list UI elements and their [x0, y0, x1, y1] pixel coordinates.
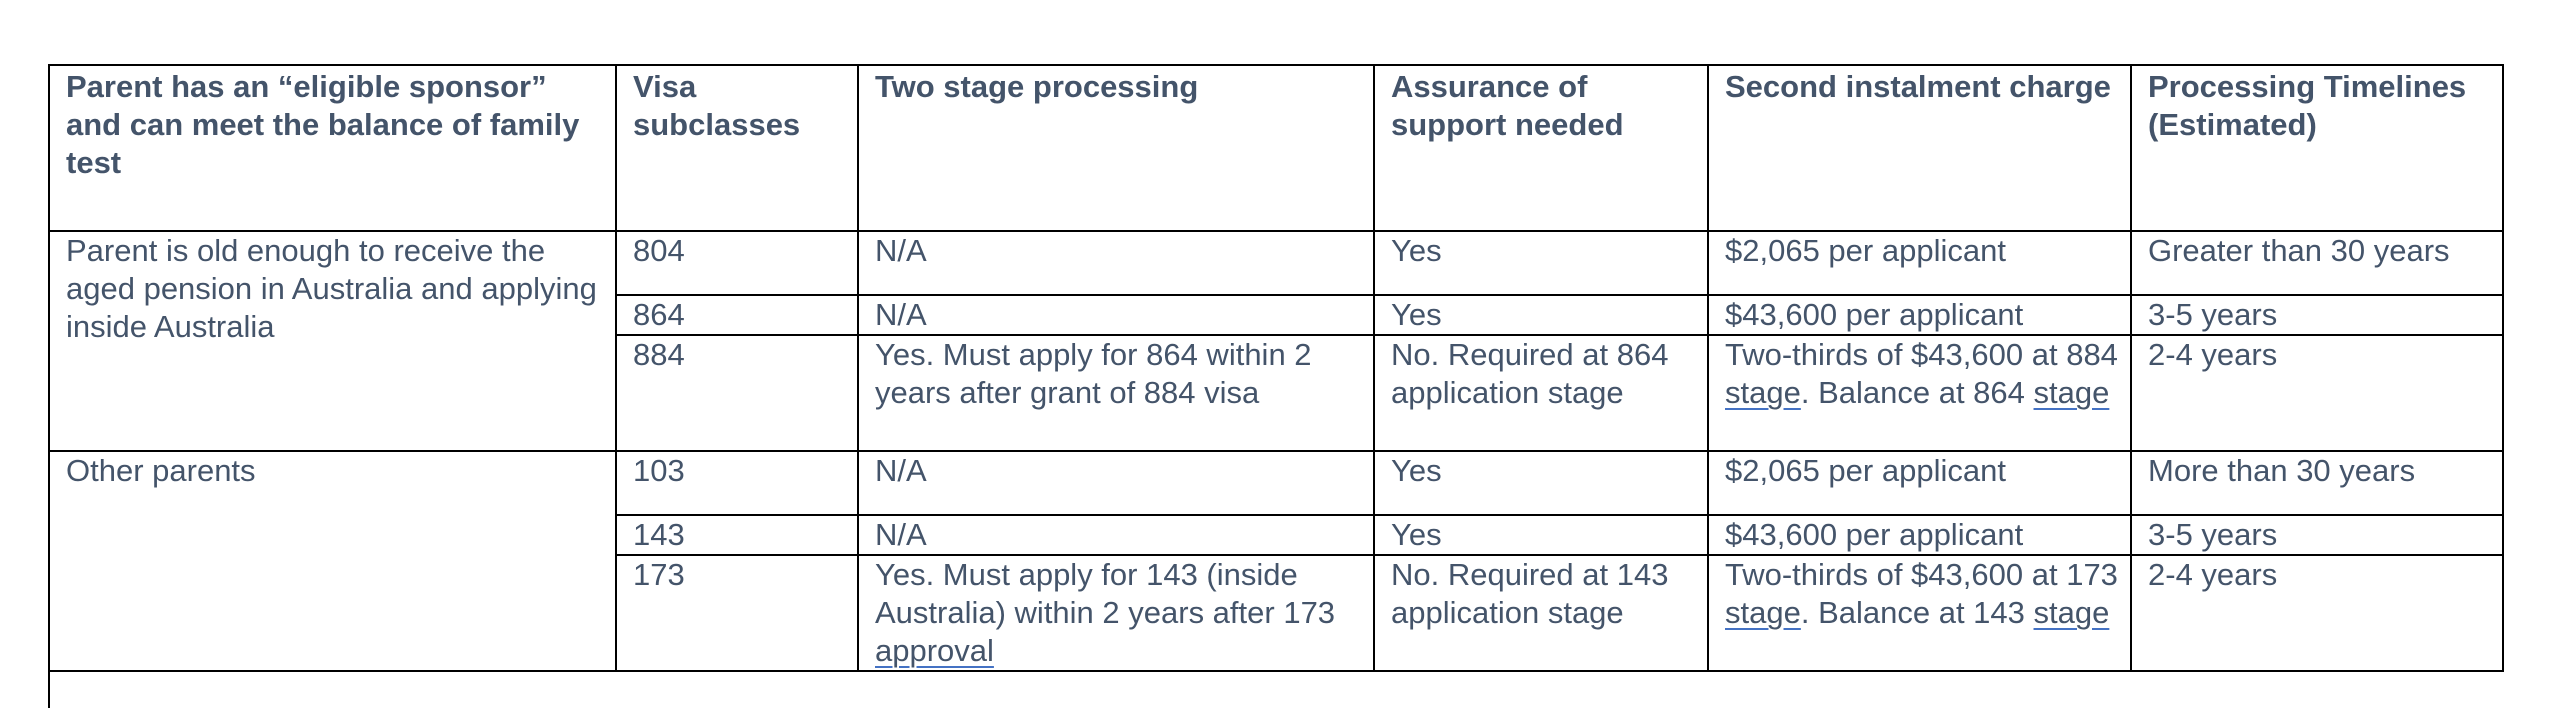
header-assurance-of-support[interactable]: Assurance of support needed [1374, 65, 1708, 231]
subclass-cell[interactable]: 864 [616, 295, 858, 335]
charge-text: Two-thirds of $43,600 at 884 [1725, 337, 2118, 372]
header-eligible-sponsor[interactable]: Parent has an “eligible sponsor” and can meet the balance of family test [49, 65, 616, 231]
stage-link[interactable]: stage [2033, 375, 2110, 410]
two-stage-cell[interactable]: N/A [858, 295, 1374, 335]
stage-link[interactable]: stage [1725, 595, 1801, 630]
subclass-cell[interactable]: 143 [616, 515, 858, 555]
stage-link[interactable]: stage [2033, 595, 2110, 630]
timeline-cell[interactable]: 3-5 years [2131, 515, 2503, 555]
category-cell[interactable]: Other parents [49, 451, 616, 671]
charge-cell[interactable] [1708, 335, 2131, 451]
subclass-cell[interactable]: 884 [616, 335, 858, 451]
charge-cell[interactable] [1708, 555, 2131, 671]
charge-cell[interactable]: $43,600 per applicant [1708, 295, 2131, 335]
charge-cell[interactable]: $43,600 per applicant [1708, 515, 2131, 555]
timeline-cell[interactable]: 2-4 years [2131, 555, 2503, 671]
assurance-cell[interactable]: Yes [1374, 451, 1708, 515]
subclass-cell[interactable]: 804 [616, 231, 858, 295]
subclass-cell[interactable]: 173 [616, 555, 858, 671]
header-two-stage-processing[interactable]: Two stage processing [858, 65, 1374, 231]
timeline-cell[interactable]: More than 30 years [2131, 451, 2503, 515]
timeline-cell[interactable]: 3-5 years [2131, 295, 2503, 335]
two-stage-cell[interactable]: Yes. Must apply for 864 within 2 years after grant of 884 visa [858, 335, 1374, 451]
subclass-cell[interactable]: 103 [616, 451, 858, 515]
charge-cell[interactable]: $2,065 per applicant [1708, 231, 2131, 295]
assurance-cell[interactable]: No. Required at 143 application stage [1374, 555, 1708, 671]
table-row [49, 451, 2503, 515]
two-stage-cell[interactable]: N/A [858, 515, 1374, 555]
category-cell[interactable]: Parent is old enough to receive the aged pension in Australia and applying inside Australia [49, 231, 616, 451]
charge-text: Two-thirds of $43,600 at 173 [1725, 557, 2118, 592]
timeline-cell[interactable]: 2-4 years [2131, 335, 2503, 451]
charge-cell[interactable]: $2,065 per applicant [1708, 451, 2131, 515]
assurance-cell[interactable]: Yes [1374, 231, 1708, 295]
header-second-instalment-charge[interactable]: Second instalment charge [1708, 65, 2131, 231]
assurance-cell[interactable]: Yes [1374, 515, 1708, 555]
approval-link[interactable]: approval [875, 633, 994, 668]
table-header-row [49, 65, 2503, 231]
charge-text: . Balance at 864 [1800, 375, 2034, 410]
two-stage-cell[interactable]: N/A [858, 451, 1374, 515]
assurance-cell[interactable]: No. Required at 864 application stage [1374, 335, 1708, 451]
timeline-cell[interactable]: Greater than 30 years [2131, 231, 2503, 295]
two-stage-text: Yes. Must apply for 143 (inside Australia) within 2 years after 173 [875, 557, 1336, 630]
assurance-cell[interactable]: Yes [1374, 295, 1708, 335]
header-processing-timelines[interactable]: Processing Timelines (Estimated) [2131, 65, 2503, 231]
header-visa-subclasses[interactable]: Visa subclasses [616, 65, 858, 231]
two-stage-cell[interactable] [858, 555, 1374, 671]
two-stage-cell[interactable]: N/A [858, 231, 1374, 295]
stage-link[interactable]: stage [1725, 375, 1801, 410]
visa-table [48, 64, 2504, 672]
table-row [49, 231, 2503, 295]
charge-text: . Balance at 143 [1800, 595, 2034, 630]
text-cursor [48, 672, 50, 708]
